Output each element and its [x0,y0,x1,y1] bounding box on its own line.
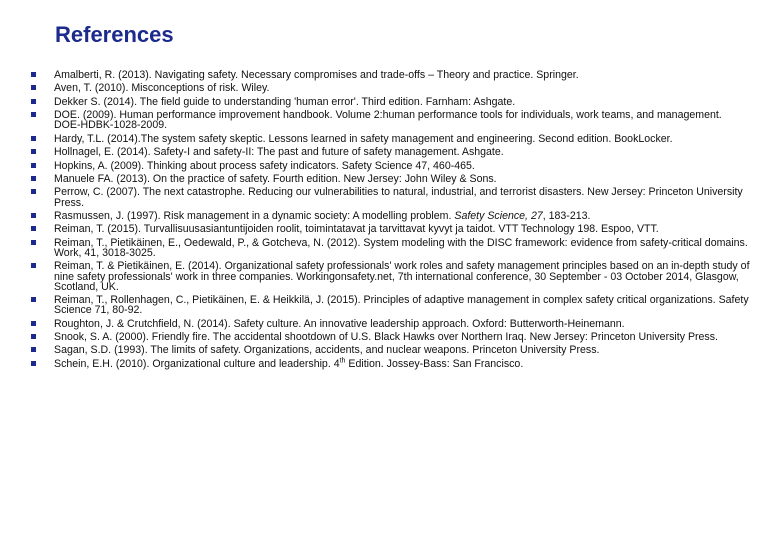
reference-text: Aven, T. (2010). Misconceptions of risk. Wiley. [54,82,270,95]
square-bullet-icon [31,176,36,181]
list-item [30,261,750,292]
square-bullet-icon [31,297,36,302]
list-item [30,332,750,342]
reference-text-part: Rasmussen, J. (1997). Risk management in a dynamic society: A modelling problem. [54,209,455,222]
reference-text: Hopkins, A. (2009). Thinking about process safety indicators. Safety Science 47, 460-465. [54,159,475,172]
reference-text: Roughton, J. & Crutchfield, N. (2014). Safety culture. An innovative leadership approach. Oxford: Butterworth-Heinemann. [54,317,625,330]
reference-text-part: , 183-213. [542,209,591,222]
list-item [30,147,750,157]
square-bullet-icon [31,72,36,77]
reference-text: Perrow, C. (2007). The next catastrophe. Reducing our vulnerabilities to natural, industrial, and terrorist disasters. New Jersey: Princeton University Press. [54,186,743,209]
list-item [30,174,750,184]
square-bullet-icon [31,321,36,326]
reference-text: Reiman, T. & Pietikäinen, E. (2014). Organizational safety professionals' work roles and safety management principles based on an in-depth study of nine safety professionals' work in three companies. Workingonsafety.net, 7th international conference, 30 September - 03 October 2014, Glasgow, Scotland, UK. [54,260,750,293]
reference-text: Snook, S. A. (2000). Friendly fire. The accidental shootdown of U.S. Black Hawks over Northern Iraq. New Jersey: Princeton University Press. [54,331,718,344]
reference-text: Hollnagel, E. (2014). Safety-I and safety-II: The past and future of safety management. Ashgate. [54,146,504,159]
reference-text-part: Schein, E.H. (2010). Organizational culture and leadership. 4 [54,357,340,370]
square-bullet-icon [31,112,36,117]
reference-text: Sagan, S.D. (1993). The limits of safety. Organizations, accidents, and nuclear weapons. Princeton University Press. [54,344,600,357]
square-bullet-icon [31,189,36,194]
square-bullet-icon [31,361,36,366]
list-item [30,295,750,315]
reference-text: Reiman, T., Rollenhagen, C., Pietikäinen, E. & Heikkilä, J. (2015). Principles of adaptive management in complex safety critical organizations. Safety Science 71, 80-92. [54,294,749,317]
reference-text: Reiman, T., Pietikäinen, E., Oedewald, P., & Gotcheva, N. (2012). System modeling with the DISC framework: evidence from safety-critical domains. Work, 41, 3018-3025. [54,236,748,259]
list-item [30,345,750,355]
list-item [30,224,750,234]
list-item [30,211,750,221]
reference-text-part: Edition. Jossey-Bass: San Francisco. [345,357,524,370]
reference-text: Dekker S. (2014). The field guide to understanding 'human error'. Third edition. Farnham: Ashgate. [54,95,516,108]
list-item [30,238,750,258]
list-item [30,134,750,144]
reference-text: Hardy, T.L. (2014).The system safety skeptic. Lessons learned in safety management and engineering. Second edition. BookLocker. [54,132,673,145]
list-item [30,83,750,93]
page-title: References [55,22,174,47]
journal-name: Safety Science, 27 [454,209,543,222]
square-bullet-icon [31,347,36,352]
square-bullet-icon [31,85,36,90]
square-bullet-icon [31,240,36,245]
square-bullet-icon [31,263,36,268]
list-item [30,187,750,207]
list-item [30,97,750,107]
square-bullet-icon [31,136,36,141]
reference-text: Reiman, T. (2015). Turvallisuusasiantuntijoiden roolit, toimintatavat ja tarvittavat kyvyt ja taidot. VTT Technology 198. Espoo, VTT. [54,223,659,236]
square-bullet-icon [31,226,36,231]
list-item [30,70,750,80]
list-item [30,161,750,171]
reference-text: DOE. (2009). Human performance improvement handbook. Volume 2:human performance tools for individuals, work teams, and management. DOE-HDBK-1028-2009. [54,109,722,132]
square-bullet-icon [31,149,36,154]
list-item [30,110,750,130]
superscript: th [339,357,346,365]
reference-text: Manuele FA. (2013). On the practice of safety. Fourth edition. New Jersey: John Wiley & Sons. [54,172,497,185]
reference-list [30,70,750,372]
square-bullet-icon [31,213,36,218]
list-item [30,319,750,329]
list-item [30,359,750,369]
square-bullet-icon [31,99,36,104]
square-bullet-icon [31,334,36,339]
square-bullet-icon [31,163,36,168]
reference-text: Amalberti, R. (2013). Navigating safety. Necessary compromises and trade-offs – Theory and practice. Springer. [54,69,579,81]
